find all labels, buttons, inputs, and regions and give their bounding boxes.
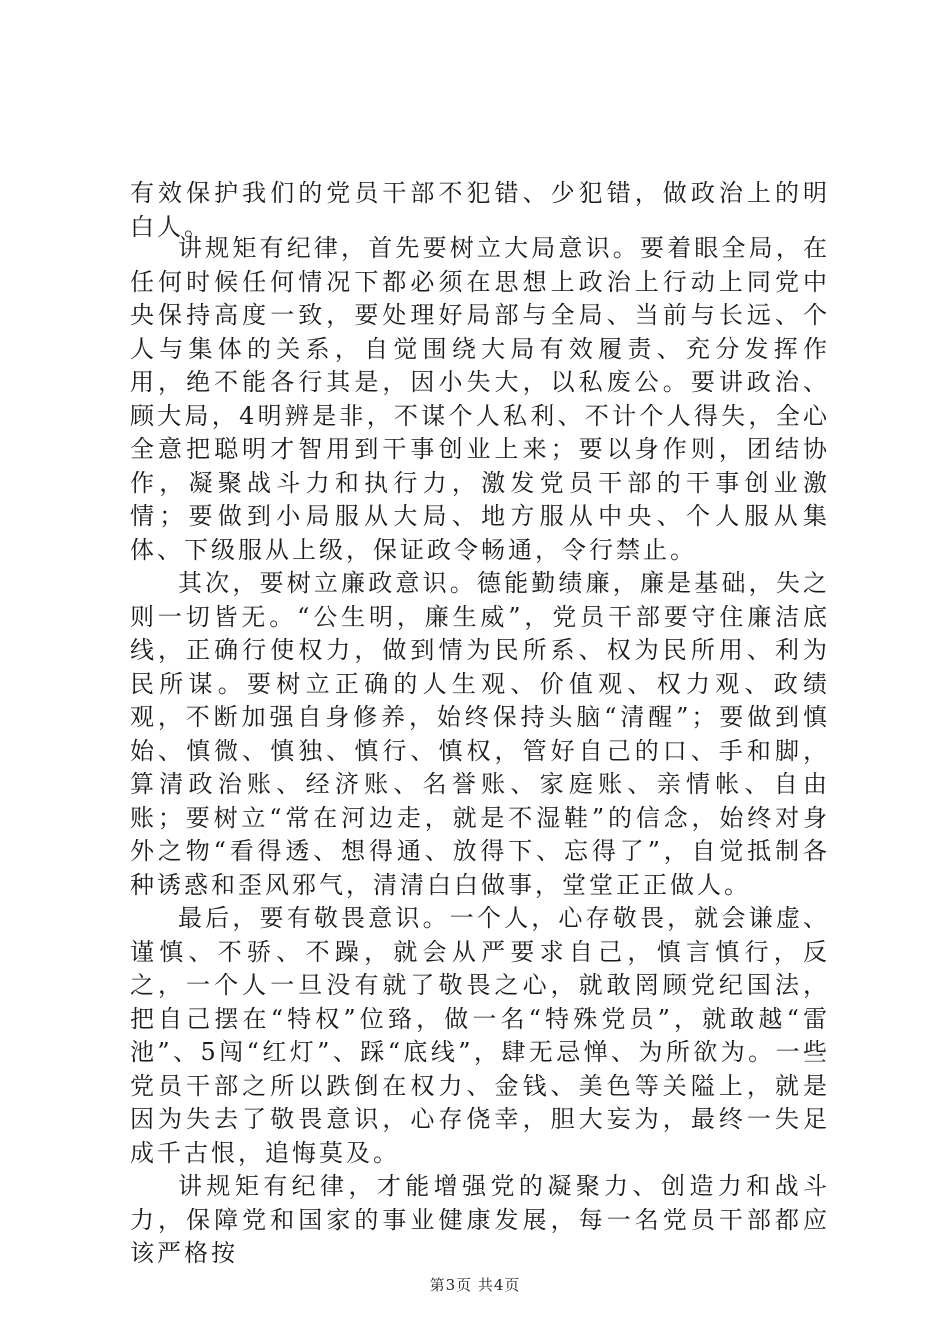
continuation-line: 有效保护我们的党员干部不犯错、少犯错，做政治上的明白人。 bbox=[130, 179, 830, 241]
paragraph-overall-awareness: 讲规矩有纪律，首先要树立大局意识。要着眼全局，在任何时候任何情况下都必须在思想上政治上行动上同党中央保持高度一致，要处理好局部与全局、当前与长远、个人与集体的关系，自觉围绕大局有效履责、充分发挥作用，绝不能各行其是，因小失大，以私废公。要讲政治、顾大局，4明辨是非，不谋个人私利、不计个人得失，全心全意把聪明才智用到干事创业上来；要以身作则，团结协作，凝聚战斗力和执行力，激发党员干部的干事创业激情；要做到小局服从大局、地方服从中央、个人服从集体、下级服从上级，保证政令畅通，令行禁止。 bbox=[130, 234, 830, 564]
paragraph-integrity-awareness: 其次，要树立廉政意识。德能勤绩廉，廉是基础，失之则一切皆无。“公生明，廉生威”，党员干部要守住廉洁底线，正确行使权力，做到情为民所系、权为民所用、利为民所谋。要树立正确的人生观、价值观、权力观、政绩观，不断加强自身修养，始终保持头脑“清醒”；要做到慎始、慎微、慎独、慎行、慎权，管好自己的口、手和脚，算清政治账、经济账、名誉账、家庭账、亲情帐、自由账；要树立“常在河边走，就是不湿鞋”的信念，始终对身外之物“看得透、想得通、放得下、忘得了”，自觉抵制各种诱惑和歪风邪气，清清白白做事，堂堂正正做人。 bbox=[130, 569, 830, 899]
paragraph-conclusion: 讲规矩有纪律，才能增强党的凝聚力、创造力和战斗力，保障党和国家的事业健康发展，每一名党员干部都应该严格按 bbox=[130, 1172, 830, 1267]
body-text bbox=[130, 232, 830, 1271]
page-footer: 第3页 共4页 bbox=[429, 1276, 521, 1294]
paragraph-reverence-awareness: 最后，要有敬畏意识。一个人，心存敬畏，就会谦虚、谨慎、不骄、不躁，就会从严要求自己，慎言慎行，反之，一个人一旦没有就了敬畏之心，就敢罔顾党纪国法，把自己摆在“特权”位臵，做一名“特殊党员”，就敢越“雷池”、5闯“红灯”、踩“底线”，肆无忌惮、为所欲为。一些党员干部之所以跌倒在权力、金钱、美色等关隘上，就是因为失去了敬畏意识，心存侥幸，胆大妄为，最终一失足成千古恨，追悔莫及。 bbox=[130, 904, 830, 1167]
